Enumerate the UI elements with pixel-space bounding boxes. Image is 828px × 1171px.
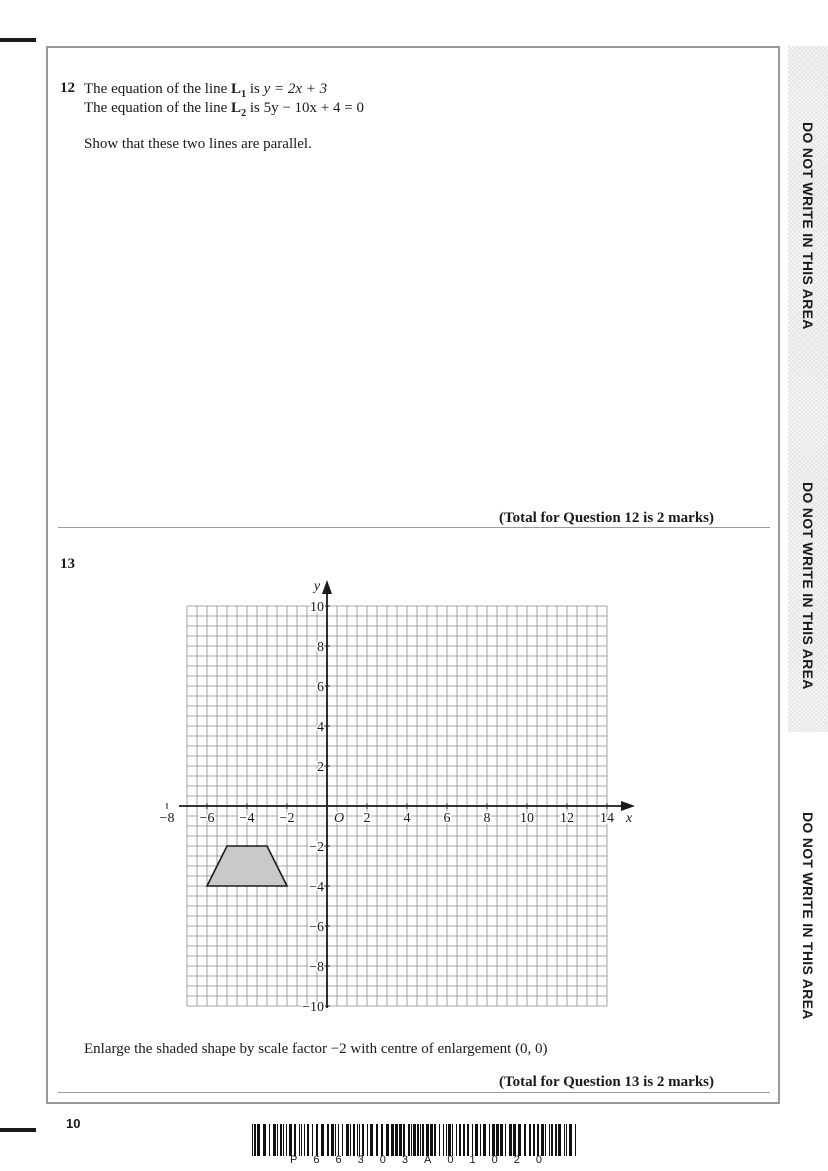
barcode-bar (555, 1124, 557, 1156)
barcode-bar (467, 1124, 469, 1156)
q12-total: (Total for Question 12 is 2 marks) (498, 510, 714, 526)
barcode-bar (417, 1124, 419, 1156)
shaded-trapezium (207, 846, 287, 886)
barcode-bar (399, 1124, 402, 1156)
barcode-bar (537, 1124, 539, 1156)
x-tick-label: 12 (560, 811, 574, 826)
q13-instruction: Enlarge the shaded shape by scale factor −2 with centre of enlargement (0, 0) (84, 1041, 548, 1057)
barcode-bar (280, 1124, 282, 1156)
barcode-bar (564, 1124, 565, 1156)
barcode-char: 0 (491, 1154, 498, 1166)
l2-name: L (231, 100, 242, 116)
y-tick-label: 4 (317, 720, 324, 735)
barcode-char: 0 (447, 1154, 454, 1166)
barcode-bar (549, 1124, 550, 1156)
barcode-bar (353, 1124, 355, 1156)
y-tick-label: −8 (309, 960, 324, 975)
barcode-bar (413, 1124, 416, 1156)
barcode-bar (403, 1124, 405, 1156)
barcode-text (252, 1154, 580, 1166)
barcode-bar (312, 1124, 313, 1156)
y-axis-label: y (313, 579, 321, 594)
y-tick-label: 6 (317, 680, 324, 695)
equation-l2: 5y − 10x + 4 = 0 (263, 100, 364, 116)
barcode-bar (367, 1124, 368, 1156)
barcode-bar (426, 1124, 429, 1156)
q12-line1-prefix: The equation of the line (84, 81, 232, 97)
barcode-bar (545, 1124, 546, 1156)
barcode-bar (338, 1124, 339, 1156)
barcode-bar (335, 1124, 336, 1156)
barcode-bar (443, 1124, 444, 1156)
barcode-bar (420, 1124, 421, 1156)
barcode-bar (370, 1124, 373, 1156)
barcode-bar (289, 1124, 292, 1156)
barcode-bar (448, 1124, 451, 1156)
x-tick-label: −2 (279, 811, 295, 826)
barcode (252, 1124, 580, 1158)
y-tick-label: −10 (302, 1000, 324, 1015)
barcode-bar (386, 1124, 389, 1156)
l1-subscript: 1 (241, 89, 247, 100)
l2-subscript: 2 (241, 108, 247, 119)
y-tick-label: 2 (317, 760, 324, 775)
y-tick-label: −4 (309, 880, 324, 895)
barcode-bar (350, 1124, 351, 1156)
margin-warning-2: DO NOT WRITE IN THIS AREA (800, 482, 816, 690)
q13-total: (Total for Question 13 is 2 marks) (498, 1074, 714, 1090)
barcode-bar (263, 1124, 266, 1156)
barcode-bar (357, 1124, 358, 1156)
y-axis-arrow (322, 580, 332, 594)
barcode-bar (483, 1124, 486, 1156)
barcode-bar (316, 1124, 318, 1156)
barcode-char: 0 (379, 1154, 386, 1166)
margin-warning-1: DO NOT WRITE IN THIS AREA (800, 122, 816, 330)
barcode-bar (480, 1124, 481, 1156)
barcode-bar (422, 1124, 424, 1156)
equation-l1: y = 2x + 3 (263, 81, 328, 97)
barcode-bar (395, 1124, 398, 1156)
margin-warning-3: DO NOT WRITE IN THIS AREA (800, 812, 816, 1020)
barcode-bar (456, 1124, 457, 1156)
barcode-bar (331, 1124, 334, 1156)
x-tick-label: −6 (199, 811, 215, 826)
barcode-bar (524, 1124, 526, 1156)
barcode-bar (434, 1124, 436, 1156)
barcode-bar (439, 1124, 440, 1156)
barcode-bar (492, 1124, 495, 1156)
y-tick-label: −6 (309, 920, 324, 935)
barcode-bar (446, 1124, 447, 1156)
barcode-bar (327, 1124, 329, 1156)
barcode-bar (513, 1124, 516, 1156)
barcode-char: A (423, 1154, 432, 1166)
barcode-bar (496, 1124, 499, 1156)
barcode-char: 3 (401, 1154, 408, 1166)
barcode-bar (359, 1124, 360, 1156)
y-tick-label: 8 (317, 640, 324, 655)
barcode-char: 6 (335, 1154, 342, 1166)
l1-name: L (231, 81, 242, 97)
x-tick-label: −8 (159, 811, 175, 826)
axis-labels (160, 579, 633, 1015)
barcode-bar (541, 1124, 544, 1156)
x-tick-label: 6 (443, 811, 451, 826)
barcode-bar (299, 1124, 300, 1156)
q12-instruction: Show that these two lines are parallel. (84, 136, 312, 152)
y-tick-label: 10 (310, 600, 324, 615)
barcode-bar (500, 1124, 503, 1156)
barcode-bar (273, 1124, 276, 1156)
barcode-bar (489, 1124, 490, 1156)
bottom-divider (58, 1092, 770, 1093)
barcode-bar (391, 1124, 394, 1156)
barcode-char: 1 (469, 1154, 476, 1166)
barcode-bar (551, 1124, 553, 1156)
barcode-bar (411, 1124, 412, 1156)
barcode-bar (362, 1124, 364, 1156)
l1-is: is (246, 81, 264, 97)
barcode-bar (569, 1124, 572, 1156)
barcode-char: 0 (535, 1154, 542, 1166)
barcode-bar (459, 1124, 461, 1156)
barcode-bar (269, 1124, 270, 1156)
barcode-bar (307, 1124, 309, 1156)
barcode-bar (575, 1124, 576, 1156)
barcode-bar (254, 1124, 256, 1156)
question-12-number: 12 (60, 80, 75, 96)
barcode-bar (277, 1124, 278, 1156)
barcode-bar (257, 1124, 260, 1156)
x-axis-label: x (625, 811, 633, 826)
barcode-bar (301, 1124, 302, 1156)
page-number: 10 (66, 1116, 81, 1131)
barcode-bar (376, 1124, 378, 1156)
x-tick-label: 8 (483, 811, 491, 826)
barcode-bar (286, 1124, 287, 1156)
y-tick-label: −2 (309, 840, 324, 855)
barcode-bar (558, 1124, 561, 1156)
barcode-bar (342, 1124, 343, 1156)
barcode-char: 3 (357, 1154, 364, 1166)
barcode-bar (252, 1124, 253, 1156)
barcode-bar (566, 1124, 567, 1156)
x-tick-label: 14 (600, 811, 614, 826)
origin-label: O (333, 811, 345, 826)
barcode-bar (381, 1124, 383, 1156)
barcode-char: 6 (313, 1154, 320, 1166)
x-tick-label: −4 (239, 811, 255, 826)
x-tick-label: 10 (520, 811, 534, 826)
x-tick-label: 2 (363, 811, 371, 826)
barcode-bar (304, 1124, 305, 1156)
barcode-bar (408, 1124, 410, 1156)
barcode-bar (283, 1124, 284, 1156)
x-tick-label: 4 (403, 811, 411, 826)
q12-line2-prefix: The equation of the line (84, 100, 232, 116)
barcode-bar (518, 1124, 521, 1156)
barcode-bar (430, 1124, 433, 1156)
barcode-bar (463, 1124, 465, 1156)
barcode-char: 2 (513, 1154, 520, 1166)
barcode-char: P (290, 1154, 298, 1166)
x-axis-arrow (621, 801, 635, 811)
barcode-bar (346, 1124, 349, 1156)
barcode-bar (294, 1124, 296, 1156)
barcode-bar (533, 1124, 535, 1156)
question-13-number: 13 (60, 556, 75, 572)
barcode-bar (475, 1124, 478, 1156)
barcode-bar (452, 1124, 453, 1156)
l2-is: is (246, 100, 264, 116)
barcode-bar (472, 1124, 473, 1156)
barcode-bar (505, 1124, 506, 1156)
barcode-bar (321, 1124, 324, 1156)
barcode-bar (509, 1124, 512, 1156)
barcode-bar (529, 1124, 531, 1156)
